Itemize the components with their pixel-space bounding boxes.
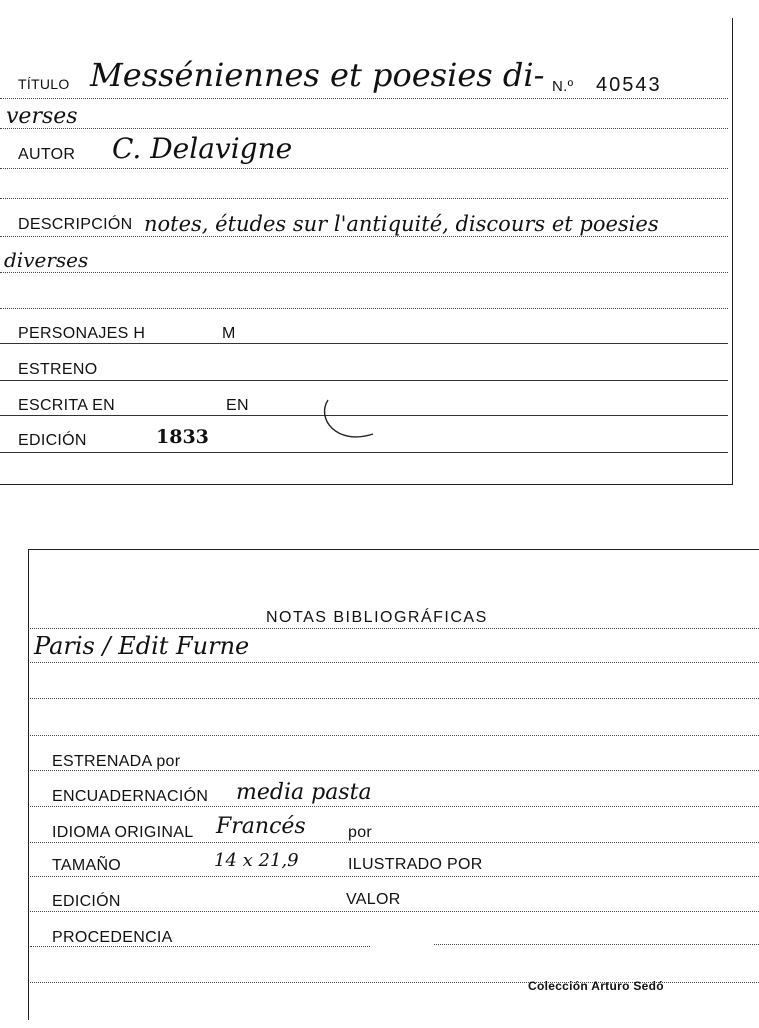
numero-label: N.º — [552, 78, 574, 95]
numero-value: 40543 — [596, 74, 662, 96]
descripcion-cont-rule — [0, 272, 728, 273]
escrita-label: ESCRITA EN — [18, 397, 115, 414]
descripcion-rule — [0, 236, 728, 237]
valor-label: VALOR — [346, 891, 401, 908]
tamano-rule — [30, 876, 759, 877]
notas-rule-1 — [30, 662, 759, 663]
titulo-value: Messéniennes et poesies di- — [90, 56, 545, 94]
autor-value: C. Delavigne — [112, 132, 293, 165]
notas-rule-0 — [30, 628, 759, 629]
autor-label: AUTOR — [18, 146, 76, 163]
encuadernacion-rule — [30, 806, 759, 807]
titulo-value-cont: verses — [6, 104, 78, 129]
descripcion-label: DESCRIPCIÓN — [18, 216, 133, 233]
blank-rule-1 — [0, 198, 728, 199]
titulo-cont-rule — [0, 128, 728, 129]
procedencia-rule-b — [434, 944, 759, 945]
blank-rule-2 — [0, 308, 728, 309]
titulo-rule — [0, 98, 728, 99]
ilustrado-label: ILUSTRADO POR — [348, 856, 483, 873]
stamp-mark-icon — [318, 396, 388, 448]
personajes-label: PERSONAJES H — [18, 325, 146, 342]
estreno-rule — [0, 380, 728, 381]
notas-rule-3 — [30, 735, 759, 736]
tamano-value: 14 x 21,9 — [214, 850, 299, 871]
idioma-por-label: por — [348, 824, 373, 841]
edicion-bottom-label: EDICIÓN — [52, 893, 121, 910]
personajes-m-label: M — [222, 325, 236, 342]
tamano-label: TAMAÑO — [52, 857, 122, 874]
titulo-label: TÍTULO — [18, 76, 70, 92]
idioma-value: Francés — [216, 814, 306, 839]
encuadernacion-label: ENCUADERNACIÓN — [52, 788, 209, 805]
edicion-value: 1833 — [156, 426, 209, 448]
notas-heading: NOTAS BIBLIOGRÁFICAS — [266, 609, 488, 626]
notas-rule-2 — [30, 698, 759, 699]
descripcion-value-cont: diverses — [4, 248, 89, 272]
estrenada-label: ESTRENADA por — [52, 753, 181, 770]
personajes-rule — [0, 343, 728, 344]
edicion-rule — [0, 452, 728, 453]
encuadernacion-value: media pasta — [236, 780, 372, 805]
notas-value: Paris / Edit Furne — [34, 632, 250, 660]
estreno-label: ESTRENO — [18, 361, 98, 378]
descripcion-value: notes, études sur l'antiquité, discours et poesies — [144, 212, 659, 236]
escrita-en-label: EN — [226, 397, 249, 414]
procedencia-label: PROCEDENCIA — [52, 929, 173, 946]
idioma-label: IDIOMA ORIGINAL — [52, 824, 194, 841]
coleccion-label: Colección Arturo Sedó — [528, 979, 664, 993]
edicion-bottom-rule — [30, 911, 759, 912]
idioma-rule — [30, 842, 759, 843]
autor-rule — [0, 168, 728, 169]
edicion-label: EDICIÓN — [18, 432, 87, 449]
